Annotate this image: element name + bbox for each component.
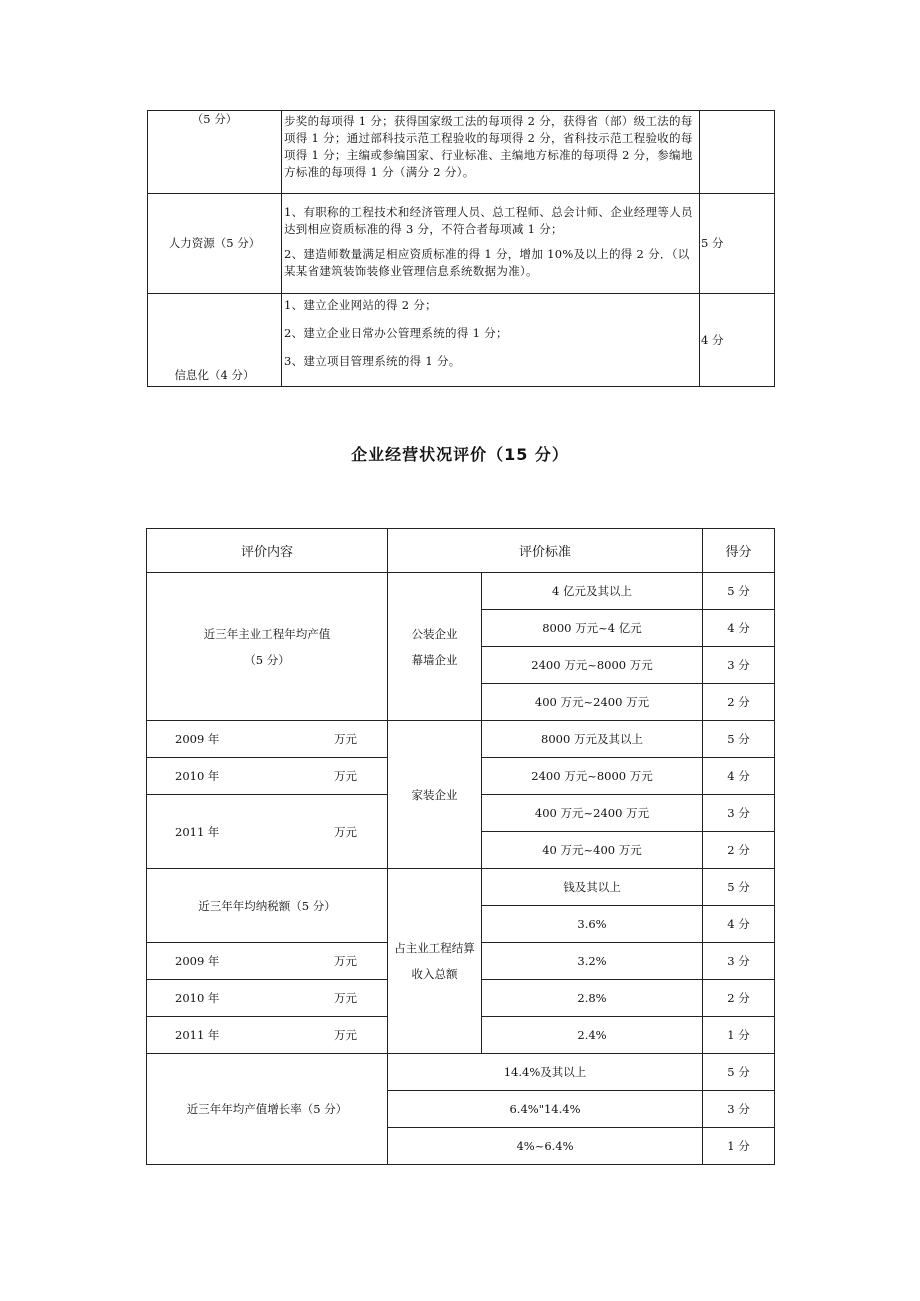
tax-basis-label: 占主业工程结算 收入总额	[388, 869, 482, 1054]
criteria-cell: 步奖的每项得 1 分；获得国家级工法的每项得 2 分，获得省（部）级工法的每项得 1 分；通过部科技示范工程验收的每项得 2 分，省科技示范工程验收的每项得 1 分；主编或参编国家、行业标准、主编地方标准的每项得 2 分，参编地方标准的每项得 1 分（满分 2 分）。	[282, 111, 700, 194]
range-cell: 4%~6.4%	[388, 1128, 703, 1165]
table-row	[148, 194, 775, 294]
year-cell: 2011 年 万元	[147, 795, 388, 869]
output-label: 近三年主业工程年均产值 （5 分）	[147, 573, 388, 721]
score-cell: 5 分	[703, 869, 775, 906]
table-row	[147, 1054, 775, 1091]
range-cell: 2400 万元~8000 万元	[482, 758, 703, 795]
range-cell: 400 万元~2400 万元	[482, 795, 703, 832]
tax-label: 近三年年均纳税额（5 分）	[147, 869, 388, 943]
score-cell: 3 分	[703, 1091, 775, 1128]
range-cell: 8000 万元~4 亿元	[482, 610, 703, 647]
range-cell: 2400 万元~8000 万元	[482, 647, 703, 684]
score-cell: 2 分	[703, 832, 775, 869]
header-content: 评价内容	[147, 529, 388, 573]
table-row	[148, 111, 775, 194]
range-cell: 6.4%"14.4%	[388, 1091, 703, 1128]
score-cell: 4 分	[700, 294, 775, 387]
item-cell: （5 分）	[148, 111, 282, 194]
range-cell: 3.2%	[482, 943, 703, 980]
range-cell: 4 亿元及其以上	[482, 573, 703, 610]
score-cell	[700, 111, 775, 194]
score-cell: 5 分	[700, 194, 775, 294]
group-b-label: 家装企业	[388, 721, 482, 869]
section-title: 企业经营状况评价（15 分）	[351, 445, 569, 464]
table-row	[147, 573, 775, 610]
score-cell: 3 分	[703, 647, 775, 684]
item-cell: 信息化（4 分）	[148, 294, 282, 387]
table-row	[147, 869, 775, 906]
range-cell: 14.4%及其以上	[388, 1054, 703, 1091]
score-cell: 5 分	[703, 721, 775, 758]
header-score: 得分	[703, 529, 775, 573]
item-cell: 人力资源（5 分）	[148, 194, 282, 294]
year-cell: 2011 年 万元	[147, 1017, 388, 1054]
header-row	[147, 529, 775, 573]
group-a-label: 公装企业 幕墙企业	[388, 573, 482, 721]
criteria-cell: 1、建立企业网站的得 2 分； 2、建立企业日常办公管理系统的得 1 分； 3、建立项目管理系统的得 1 分。	[282, 294, 700, 387]
year-cell: 2009 年 万元	[147, 943, 388, 980]
criteria-cell: 1、有职称的工程技术和经济管理人员、总工程师、总会计师、企业经理等人员达到相应资质标准的得 3 分，不符合者每项减 1 分； 2、建造师数量满足相应资质标准的得 1 分，增加 10%及以上的得 2 分．（以某某省建筑装饰装修业管理信息系统数据为准）。	[282, 194, 700, 294]
range-cell: 8000 万元及其以上	[482, 721, 703, 758]
table-row	[148, 294, 775, 387]
score-cell: 2 分	[703, 980, 775, 1017]
score-cell: 1 分	[703, 1017, 775, 1054]
range-cell: 40 万元~400 万元	[482, 832, 703, 869]
qualification-table	[147, 110, 775, 387]
score-cell: 2 分	[703, 684, 775, 721]
score-cell: 3 分	[703, 795, 775, 832]
header-standard: 评价标准	[388, 529, 703, 573]
score-cell: 4 分	[703, 906, 775, 943]
year-cell: 2010 年 万元	[147, 980, 388, 1017]
growth-label: 近三年年均产值增长率（5 分）	[147, 1054, 388, 1165]
range-cell: 400 万元~2400 万元	[482, 684, 703, 721]
business-evaluation-table	[146, 528, 775, 1165]
year-cell: 2009 年 万元	[147, 721, 388, 758]
table-row	[147, 721, 775, 758]
range-cell: 2.8%	[482, 980, 703, 1017]
score-cell: 4 分	[703, 758, 775, 795]
score-cell: 4 分	[703, 610, 775, 647]
year-cell: 2010 年 万元	[147, 758, 388, 795]
score-cell: 3 分	[703, 943, 775, 980]
score-cell: 5 分	[703, 1054, 775, 1091]
range-cell: 钱及其以上	[482, 869, 703, 906]
score-cell: 5 分	[703, 573, 775, 610]
range-cell: 3.6%	[482, 906, 703, 943]
range-cell: 2.4%	[482, 1017, 703, 1054]
score-cell: 1 分	[703, 1128, 775, 1165]
